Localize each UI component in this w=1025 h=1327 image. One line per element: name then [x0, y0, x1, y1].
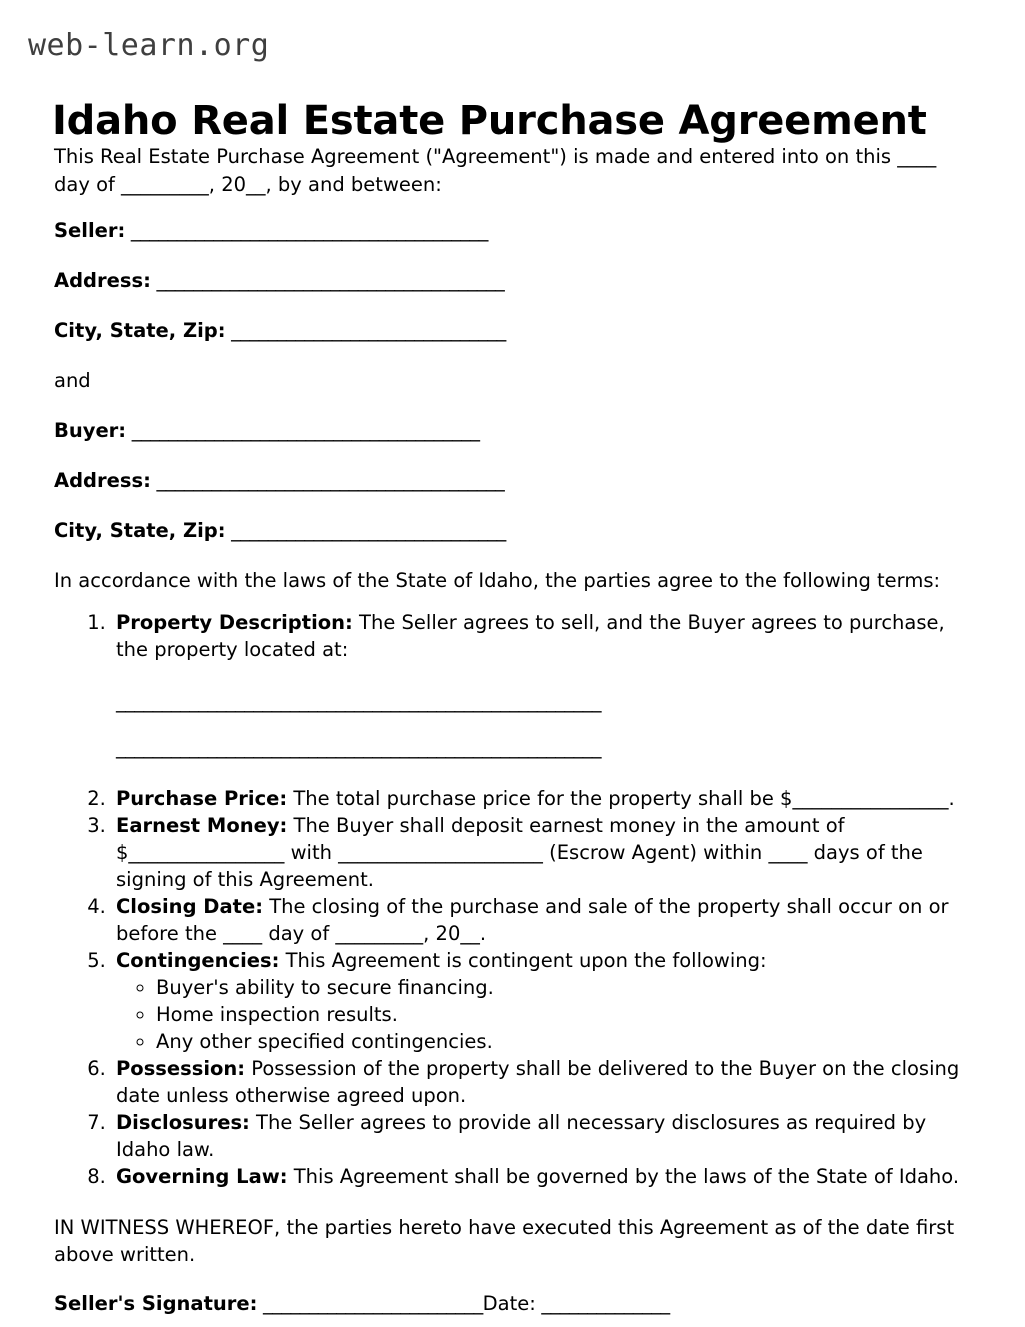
term-text: The closing of the purchase and sale of the property shall occur on or before the ____ day of _________, 20__. [116, 895, 949, 945]
property-blank-line-2[interactable]: _____________________________________________________ [116, 736, 601, 759]
seller-address-label: Address: [54, 269, 151, 292]
buyer-name-label: Buyer: [54, 419, 127, 442]
list-item: ◦ Home inspection results. [156, 1001, 970, 1028]
date-label: Date: [482, 1292, 536, 1315]
term-item-closing-date [112, 893, 970, 947]
term-item-purchase-price [112, 785, 970, 812]
term-text: This Agreement shall be governed by the laws of the State of Idaho. [287, 1165, 960, 1188]
seller-name-label: Seller: [54, 219, 126, 242]
term-item-governing-law [112, 1163, 970, 1190]
term-text: Possession of the property shall be delivered to the Buyer on the closing date unless otherwise agreed upon. [116, 1057, 960, 1107]
term-title: Property Description: [116, 611, 353, 634]
site-watermark: web-learn.org [28, 28, 270, 63]
term-text: The Seller agrees to provide all necessary disclosures as required by Idaho law. [116, 1111, 927, 1161]
term-item-contingencies [112, 947, 970, 1055]
term-text: The Seller agrees to sell, and the Buyer agrees to purchase, the property located at: [116, 611, 945, 661]
term-item-disclosures [112, 1109, 970, 1163]
property-blank-line-1[interactable]: _____________________________________________________ [116, 690, 601, 713]
witness-paragraph: IN WITNESS WHEREOF, the parties hereto have executed this Agreement as of the date first above written. [54, 1216, 955, 1266]
seller-address-field [54, 267, 970, 295]
buyer-name-field [54, 417, 970, 445]
governing-law-intro: In accordance with the laws of the State of Idaho, the parties agree to the following terms: [54, 569, 941, 592]
seller-name-field [54, 217, 970, 245]
term-item-possession [112, 1055, 970, 1109]
seller-city-blank[interactable]: ______________________________ [225, 319, 506, 342]
buyer-city-blank[interactable]: ______________________________ [225, 519, 506, 542]
term-text: The Buyer shall deposit earnest money in the amount of $________________ with _____________________ (Escrow Agent) within ____ days of the signing of this Agreement. [116, 814, 923, 891]
intro-paragraph: This Real Estate Purchase Agreement ("Agreement") is made and entered into on this ____ day of _________, 20__, by and between: [54, 145, 937, 196]
seller-signature-label: Seller's Signature: [54, 1292, 258, 1315]
date-blank[interactable]: ______________ [535, 1292, 670, 1315]
seller-signature-row [54, 1290, 970, 1318]
term-title: Possession: [116, 1057, 246, 1080]
buyer-address-label: Address: [54, 469, 151, 492]
buyer-name-blank[interactable]: ______________________________________ [126, 419, 480, 442]
term-title: Disclosures: [116, 1111, 250, 1134]
buyer-city-label: City, State, Zip: [54, 519, 226, 542]
term-text: This Agreement is contingent upon the following: [279, 949, 767, 972]
term-text: The total purchase price for the property shall be $________________. [287, 787, 955, 810]
term-item-property-description [112, 609, 970, 771]
term-title: Governing Law: [116, 1165, 288, 1188]
term-title: Earnest Money: [116, 814, 288, 837]
conjunction-and: and [54, 369, 91, 392]
property-description-blanks [116, 679, 970, 771]
buyer-address-blank[interactable]: ______________________________________ [150, 469, 505, 492]
seller-name-blank[interactable]: _______________________________________ [125, 219, 488, 242]
term-title: Closing Date: [116, 895, 264, 918]
seller-address-blank[interactable]: ______________________________________ [150, 269, 505, 292]
terms-list [54, 609, 970, 1190]
document-body [54, 143, 970, 1318]
buyer-address-field [54, 467, 970, 495]
term-title: Contingencies: [116, 949, 280, 972]
list-item: ◦ Buyer's ability to secure financing. [156, 974, 970, 1001]
term-item-earnest-money [112, 812, 970, 893]
seller-city-field [54, 317, 970, 345]
page-title: Idaho Real Estate Purchase Agreement [52, 97, 927, 144]
seller-city-label: City, State, Zip: [54, 319, 226, 342]
buyer-city-field [54, 517, 970, 545]
seller-signature-blank[interactable]: ________________________ [257, 1292, 483, 1315]
term-title: Purchase Price: [116, 787, 288, 810]
list-item: ◦ Any other specified contingencies. [156, 1028, 970, 1055]
contingencies-sublist [116, 974, 970, 1055]
